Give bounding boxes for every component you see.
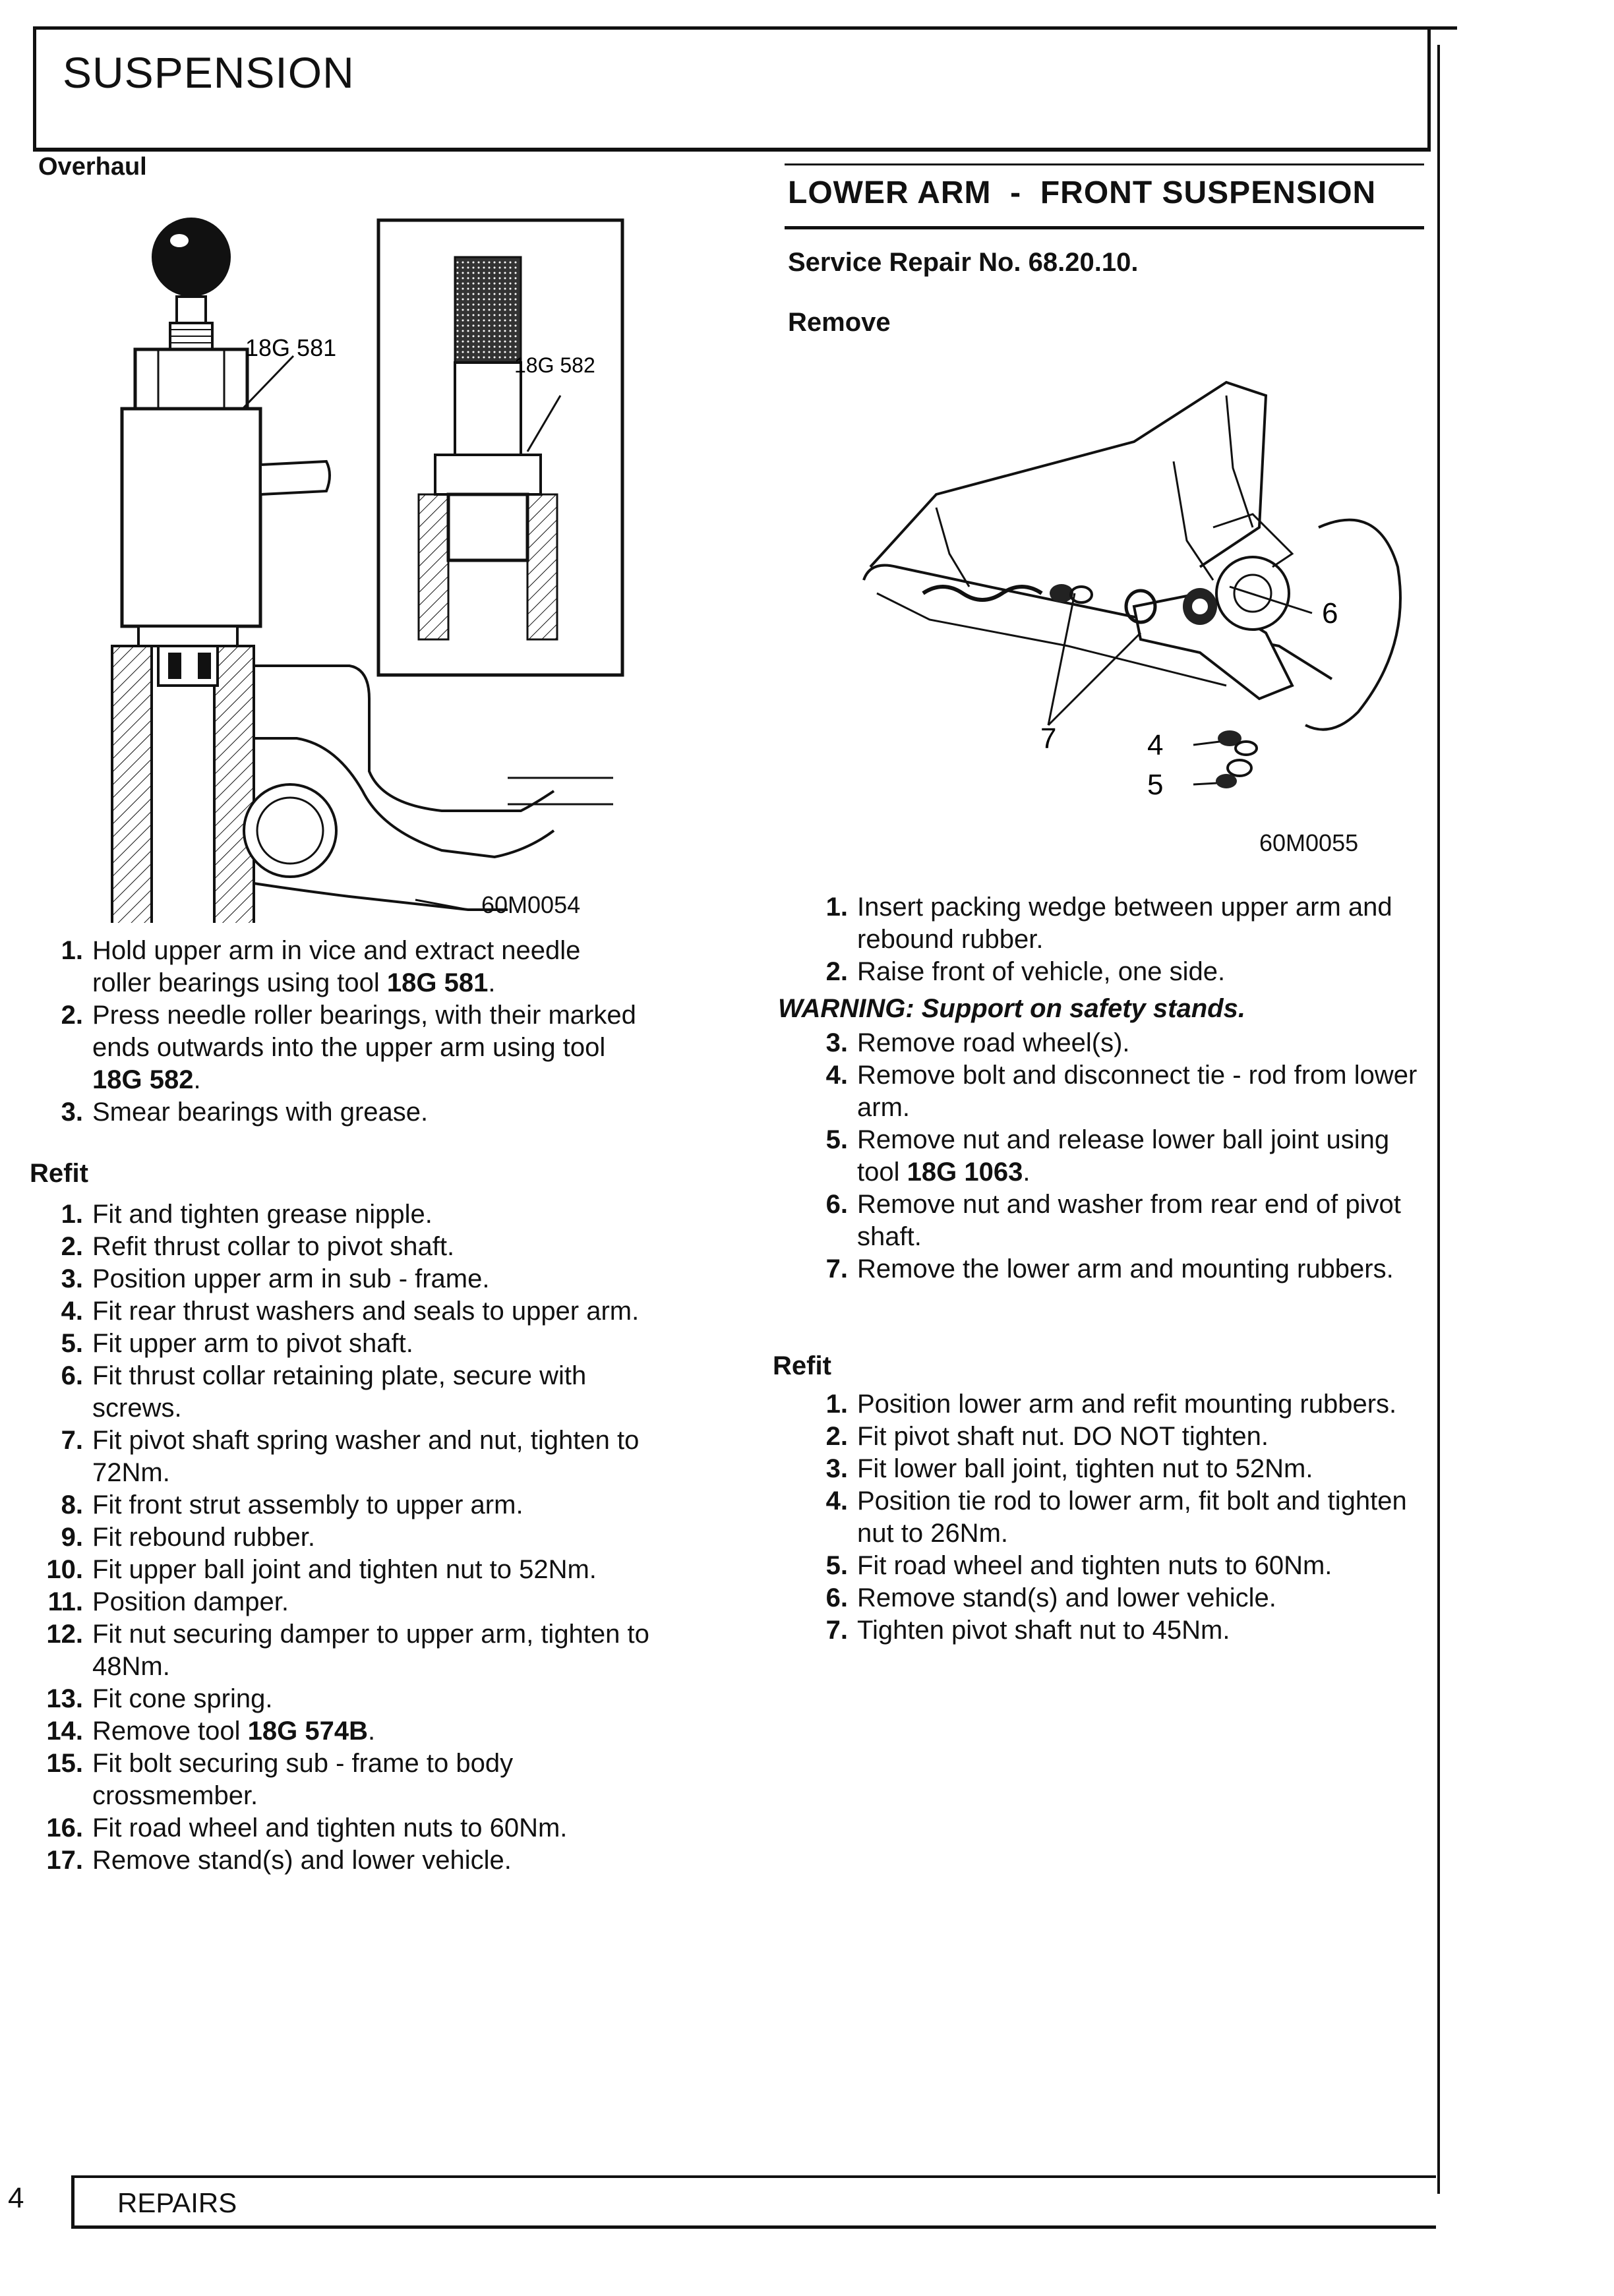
list-item: 14. Remove tool 18G 574B. — [46, 1717, 376, 1746]
list-item: 7. Remove the lower arm and mounting rubbers. — [825, 1254, 1394, 1283]
list-item: 2. Press needle roller bearings, with their marked ends outwards into the upper arm using tool 18G 582. — [61, 1001, 636, 1094]
footer-rule-top — [71, 2175, 1436, 2178]
overhaul-heading: Overhaul — [38, 153, 147, 181]
list-item: 1. Position lower arm and refit mounting rubbers. — [825, 1390, 1397, 1419]
list-item: 17. Remove stand(s) and lower vehicle. — [46, 1846, 512, 1875]
list-item: 9. Fit rebound rubber. — [61, 1523, 315, 1552]
figure-code-60m0054: 60M0054 — [481, 891, 581, 918]
section-rule-bottom — [785, 226, 1424, 229]
service-repair-number: Service Repair No. 68.20.10. — [788, 248, 1139, 277]
remove-heading: Remove — [788, 308, 891, 337]
list-item: 3. Smear bearings with grease. — [61, 1098, 429, 1127]
refit-heading-left: Refit — [30, 1159, 88, 1188]
list-item: 6. Remove stand(s) and lower vehicle. — [825, 1583, 1276, 1612]
list-item: 15. Fit bolt securing sub - frame to body crossmember. — [46, 1749, 514, 1810]
figure-code-60m0055: 60M0055 — [1259, 829, 1359, 856]
page-number: 4 — [8, 2182, 24, 2214]
list-item: 10. Fit upper ball joint and tighten nut to 52Nm. — [46, 1555, 597, 1584]
list-item: 5. Remove nut and release lower ball joint using tool 18G 1063. — [825, 1125, 1390, 1187]
warning-note: WARNING: Support on safety stands. — [778, 994, 1245, 1023]
list-item: 5. Fit upper arm to pivot shaft. — [61, 1329, 413, 1358]
svg-text:7: 7 — [1040, 722, 1057, 755]
list-item: 3. Remove road wheel(s). — [825, 1028, 1130, 1057]
list-item: 8. Fit front strut assembly to upper arm. — [61, 1490, 523, 1519]
list-item: 12. Fit nut securing damper to upper arm, tighten to 48Nm. — [46, 1620, 649, 1681]
list-item: 6. Remove nut and washer from rear end of pivot shaft. — [825, 1190, 1401, 1251]
svg-text:18G 582: 18G 582 — [514, 353, 595, 377]
list-item: 2. Refit thrust collar to pivot shaft. — [61, 1232, 455, 1261]
list-item: 4. Fit rear thrust washers and seals to upper arm. — [61, 1297, 640, 1326]
page-right-rule — [1437, 45, 1440, 2194]
list-item: 4. Position tie rod to lower arm, fit bolt and tighten nut to 26Nm. — [825, 1487, 1407, 1548]
list-item: 3. Position upper arm in sub - frame. — [61, 1264, 490, 1293]
overhaul-steps-list — [20, 935, 646, 1129]
footer-rule-left — [71, 2175, 75, 2228]
refit-steps-list-left — [20, 1198, 666, 1877]
list-item: 3. Fit lower ball joint, tighten nut to 52Nm. — [825, 1454, 1313, 1483]
svg-text:6: 6 — [1322, 597, 1338, 630]
list-item: 6. Fit thrust collar retaining plate, secure with screws. — [61, 1361, 587, 1423]
footer-rule-bottom — [71, 2225, 1436, 2229]
list-item: 1. Fit and tighten grease nipple. — [61, 1200, 433, 1229]
refit-heading-right: Refit — [773, 1351, 831, 1380]
remove-steps-list-b — [785, 1027, 1437, 1285]
list-item: 1. Insert packing wedge between upper arm and rebound rubber. — [825, 893, 1392, 954]
svg-text:18G 581: 18G 581 — [245, 334, 337, 361]
list-item: 1. Hold upper arm in vice and extract needle roller bearings using tool 18G 581. — [61, 936, 581, 997]
list-item: 5. Fit road wheel and tighten nuts to 60Nm. — [825, 1551, 1332, 1580]
refit-steps-list-right — [785, 1388, 1437, 1647]
list-item: 4. Remove bolt and disconnect tie - rod from lower arm. — [825, 1061, 1418, 1122]
page-title: SUSPENSION — [63, 48, 355, 97]
inset-tool-18g582-illustration — [376, 218, 626, 679]
list-item: 7. Fit pivot shaft spring washer and nut, tighten to 72Nm. — [61, 1426, 640, 1487]
list-item: 16. Fit road wheel and tighten nuts to 60Nm. — [46, 1813, 568, 1842]
list-item: 13. Fit cone spring. — [46, 1684, 273, 1713]
list-item: 11. Position damper. — [47, 1587, 289, 1616]
footer-section-label: REPAIRS — [117, 2187, 237, 2218]
section-rule-top — [785, 163, 1424, 165]
svg-text:5: 5 — [1147, 769, 1164, 801]
list-item: 7. Tighten pivot shaft nut to 45Nm. — [825, 1616, 1230, 1645]
remove-steps-list-a — [785, 891, 1437, 988]
list-item: 2. Raise front of vehicle, one side. — [825, 957, 1226, 986]
section-title-lower-arm: LOWER ARM - FRONT SUSPENSION — [788, 175, 1377, 210]
lower-arm-assembly-illustration — [857, 369, 1411, 831]
svg-text:4: 4 — [1147, 729, 1164, 761]
list-item: 2. Fit pivot shaft nut. DO NOT tighten. — [825, 1422, 1269, 1451]
